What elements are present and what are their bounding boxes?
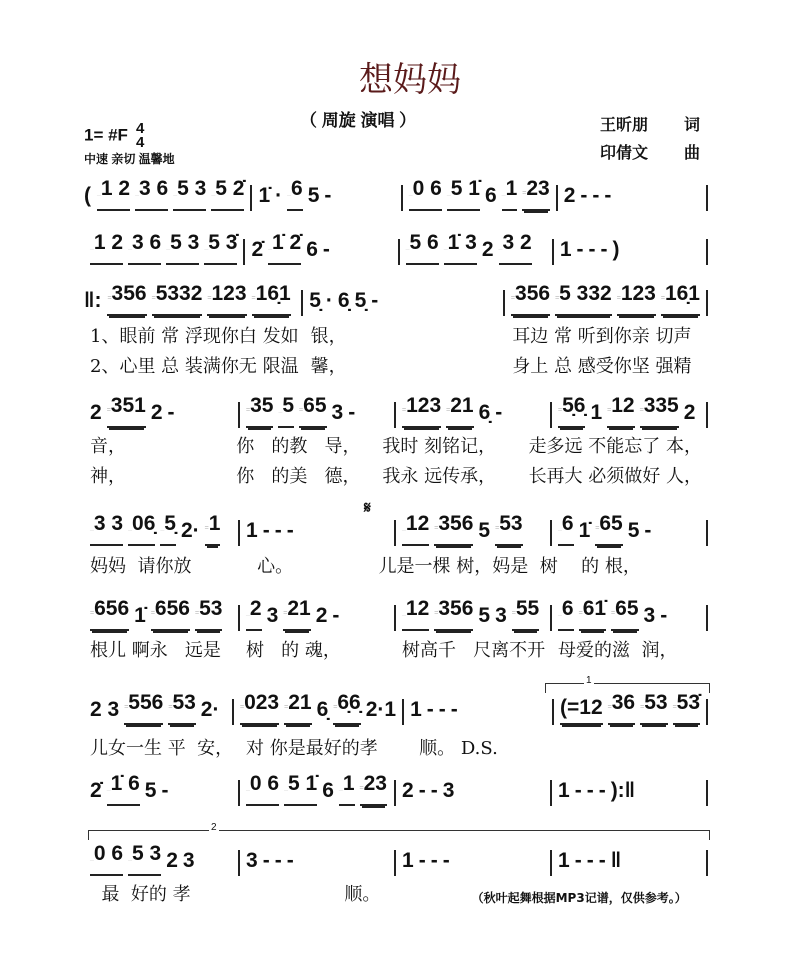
note-group: - bbox=[586, 779, 594, 802]
lyrics-line bbox=[84, 322, 708, 348]
measure bbox=[554, 691, 706, 725]
note-group: =5̣6̣ bbox=[558, 394, 585, 428]
measure bbox=[240, 518, 394, 546]
measure bbox=[552, 394, 706, 428]
note-group: _1 2 bbox=[90, 231, 123, 265]
note-group: 6 bbox=[484, 184, 497, 207]
note-group: =23 bbox=[360, 772, 387, 806]
barline bbox=[706, 605, 708, 631]
note-group: =35 bbox=[246, 394, 273, 428]
notation-row bbox=[84, 177, 708, 211]
note-group: _1̇ 6 bbox=[107, 772, 140, 806]
note-group: - bbox=[286, 849, 294, 872]
lyric-segment: 身上 总 感受你坚 强精 bbox=[512, 356, 692, 377]
lyric-segment: 你 的教 导， bbox=[236, 436, 361, 457]
composer-credit bbox=[600, 140, 701, 163]
note-group: - bbox=[576, 238, 584, 261]
barline bbox=[706, 239, 708, 265]
note-group: =23 bbox=[522, 177, 549, 211]
measure bbox=[403, 177, 556, 211]
note-group: - bbox=[161, 779, 169, 802]
row-lead-mark: ‖: bbox=[84, 289, 102, 312]
measure bbox=[552, 597, 706, 631]
note-group: 2̇ bbox=[90, 779, 102, 802]
measure bbox=[404, 697, 552, 725]
measure bbox=[240, 597, 394, 631]
measure bbox=[84, 512, 238, 546]
notation-row bbox=[84, 282, 708, 316]
note-group: 3 bbox=[266, 604, 279, 627]
measure bbox=[558, 183, 706, 211]
lyric-segment: 顺。 bbox=[344, 884, 381, 905]
lyric-segment: 我永 远传承， bbox=[382, 466, 497, 487]
note-group: 2 bbox=[481, 238, 494, 261]
note-group: _5 3 bbox=[173, 177, 206, 211]
note-group: =65 bbox=[595, 512, 622, 546]
note-group: _5 3 bbox=[166, 231, 199, 265]
note-group: 6̣ bbox=[316, 698, 329, 721]
note-group: - bbox=[418, 779, 426, 802]
note-group: - bbox=[600, 238, 608, 261]
note-group: - bbox=[418, 849, 426, 872]
note-group: 6̣ bbox=[478, 401, 491, 424]
note-group: 2̇ bbox=[251, 238, 264, 261]
measure bbox=[245, 231, 397, 265]
note-group: =656 bbox=[151, 597, 190, 631]
note-group: - bbox=[426, 698, 434, 721]
note-group: 6̣ bbox=[337, 289, 350, 312]
lyric-segment: 母爱的滋 润， bbox=[558, 640, 678, 661]
lyric-segment bbox=[211, 880, 338, 906]
note-group: - bbox=[438, 698, 446, 721]
note-group: _2 bbox=[246, 597, 262, 631]
notation-row bbox=[84, 394, 708, 428]
note-group: _5 6 bbox=[406, 231, 439, 265]
lyric-segment bbox=[552, 734, 708, 760]
tempo-marking: 中速 亲切 温馨地 bbox=[84, 152, 175, 166]
measure bbox=[396, 512, 550, 546]
note-group: 3 bbox=[442, 779, 455, 802]
note-group: =023 bbox=[240, 691, 279, 725]
note-group: (=12 bbox=[560, 696, 603, 725]
note-group: - bbox=[598, 849, 606, 872]
measure bbox=[303, 288, 503, 316]
measure bbox=[240, 848, 394, 876]
note-group: 1 bbox=[558, 779, 570, 802]
note-group: =65 bbox=[611, 597, 638, 631]
note-group: 3 bbox=[331, 401, 344, 424]
note-group: =53 bbox=[168, 691, 195, 725]
lyric-segment: 神， bbox=[90, 466, 126, 487]
note-group: 1 bbox=[590, 401, 603, 424]
barline bbox=[706, 185, 708, 211]
lyric-segment: 我时 刻铭记， bbox=[382, 436, 497, 457]
note-group: 3 bbox=[182, 849, 195, 872]
lyric-segment: 顺。 D.S. bbox=[402, 738, 498, 759]
note-group: _5 3 bbox=[128, 842, 161, 876]
lyric-segment: 妈妈 请你放 bbox=[90, 556, 192, 577]
measure bbox=[240, 394, 394, 428]
lyric-segment: 馨， bbox=[310, 356, 347, 377]
note-group: - bbox=[430, 849, 438, 872]
note-group: =55 bbox=[512, 597, 539, 631]
note-group: - bbox=[592, 184, 600, 207]
note-group: _3 6 bbox=[135, 177, 168, 211]
note-group: 6 bbox=[322, 779, 334, 802]
barline bbox=[706, 290, 708, 316]
note-group: 3 bbox=[495, 604, 507, 627]
note-group: - bbox=[430, 779, 438, 802]
note-group: _12 bbox=[402, 512, 429, 546]
note-group: - bbox=[274, 849, 282, 872]
note-group: _5̣ bbox=[160, 512, 176, 546]
measure bbox=[240, 772, 394, 806]
note-group: =53 bbox=[640, 691, 667, 725]
note-group: 2 bbox=[402, 779, 414, 802]
lyric-segment: 树 的 魂， bbox=[246, 640, 341, 661]
note-group: - bbox=[262, 849, 270, 872]
note-group: 2·1 bbox=[365, 698, 397, 721]
note-group: 2 bbox=[563, 184, 576, 207]
note-group: _6 bbox=[558, 597, 574, 631]
note-group: ):‖ bbox=[610, 779, 636, 802]
volta-1-label: 1 bbox=[586, 675, 592, 686]
lyric-segment: 树高千 尺离不开 bbox=[402, 640, 546, 661]
note-group: _1̇ 3 bbox=[444, 231, 477, 265]
lyrics-line bbox=[84, 552, 708, 578]
lyric-segment: 你 的美 德， bbox=[236, 466, 361, 487]
note-group: 2 bbox=[166, 849, 178, 872]
note-group: _3 6 bbox=[128, 231, 161, 265]
notation-row bbox=[84, 772, 708, 806]
measure bbox=[101, 282, 301, 316]
note-group: 1̇ bbox=[578, 519, 591, 542]
measure bbox=[84, 597, 238, 631]
note-group: 2· bbox=[200, 698, 220, 721]
note-group: - bbox=[332, 604, 340, 627]
notation-row bbox=[84, 597, 708, 631]
note-group: _0 6 bbox=[409, 177, 442, 211]
lyrics-line bbox=[84, 432, 708, 458]
note-group: =5 332 bbox=[555, 282, 612, 316]
note-group: 5 bbox=[307, 184, 320, 207]
lyrics-line bbox=[84, 352, 708, 378]
note-group: - bbox=[598, 779, 606, 802]
note-group: - bbox=[286, 519, 294, 542]
row-lead-mark: ( bbox=[84, 184, 91, 207]
measure bbox=[84, 842, 238, 876]
note-group: 1 bbox=[559, 238, 572, 261]
barline bbox=[706, 402, 708, 428]
lyric-segment: 耳边 常 听到你亲 切声 bbox=[512, 326, 692, 347]
note-group: 1 bbox=[558, 849, 570, 872]
note-group: - bbox=[371, 289, 379, 312]
note-group: 2 bbox=[90, 401, 102, 424]
measure bbox=[84, 231, 243, 265]
note-group: _5 2̇ bbox=[211, 177, 244, 211]
note-group: _12 bbox=[402, 597, 429, 631]
note-group: =21 bbox=[283, 597, 310, 631]
note-group: - bbox=[322, 238, 330, 261]
measure bbox=[554, 237, 706, 265]
volta-first-ending bbox=[545, 675, 710, 693]
lyric-segment: 心。 bbox=[234, 556, 294, 577]
lyricist-credit bbox=[600, 112, 701, 135]
note-group: 5̣ bbox=[309, 289, 321, 312]
note-group: 2 3 bbox=[90, 698, 120, 721]
song-title: 想妈妈 bbox=[359, 60, 461, 100]
note-group: 3 bbox=[246, 849, 258, 872]
lyrics-line bbox=[84, 636, 708, 662]
note-group: =53 bbox=[195, 597, 222, 631]
note-group: - bbox=[574, 849, 582, 872]
notation-row bbox=[84, 231, 708, 265]
measure bbox=[252, 177, 400, 211]
measure bbox=[552, 512, 706, 546]
note-group: 2 bbox=[150, 401, 163, 424]
note-group: =356 bbox=[107, 282, 146, 316]
lyric-segment: 根儿 啊永 远是 bbox=[90, 640, 221, 661]
key-label: 1= #F bbox=[84, 125, 128, 145]
note-group: ‖ bbox=[610, 849, 622, 872]
measure bbox=[84, 394, 238, 428]
note-group: - bbox=[167, 401, 175, 424]
note-group: _0 6 bbox=[90, 842, 123, 876]
lyric-segment: 1、眼前 常 浮现你白 发如 bbox=[90, 326, 299, 347]
note-group: - bbox=[586, 849, 594, 872]
measure bbox=[552, 848, 706, 876]
note-group: =6̣6̣ bbox=[333, 691, 360, 725]
note-group: =21 bbox=[284, 691, 311, 725]
note-group: 5 bbox=[627, 519, 640, 542]
barline bbox=[706, 699, 708, 725]
note-group: 2· bbox=[180, 519, 200, 542]
note-group: =16̣1 bbox=[661, 282, 700, 316]
note-group: - bbox=[262, 519, 270, 542]
lyrics-line bbox=[84, 880, 708, 906]
lyric-segment: 的 根， bbox=[569, 556, 641, 577]
measure bbox=[396, 778, 550, 806]
lyricist-name: 王昕朋 bbox=[600, 117, 649, 134]
note-group: _5 1̇ bbox=[447, 177, 480, 211]
note-group: =12 bbox=[607, 394, 634, 428]
note-group: _6 bbox=[558, 512, 574, 546]
lyrics-line bbox=[84, 734, 708, 760]
measure bbox=[91, 177, 250, 211]
note-group: _1 2 bbox=[97, 177, 130, 211]
lyric-segment: 走多远 不能忘了 本， bbox=[528, 436, 703, 457]
note-group: =36 bbox=[608, 691, 635, 725]
note-group: _6 bbox=[287, 177, 303, 211]
note-group: =351 bbox=[107, 394, 146, 428]
note-group: 5̣ bbox=[354, 289, 367, 312]
segno-sign: 𝄋 bbox=[364, 500, 371, 517]
note-group: _3 2 bbox=[499, 231, 532, 265]
time-signature bbox=[136, 122, 144, 150]
note-group: =5332 bbox=[152, 282, 203, 316]
note-group: _1 bbox=[339, 772, 355, 806]
note-group: =656 bbox=[90, 597, 129, 631]
note-group: - bbox=[644, 519, 652, 542]
note-group: 3 bbox=[643, 604, 656, 627]
barline bbox=[706, 850, 708, 876]
notation-row bbox=[84, 512, 708, 546]
notation-row bbox=[84, 842, 708, 876]
note-group: _5 1̇ bbox=[284, 772, 317, 806]
note-group: 1̇ bbox=[258, 184, 271, 207]
note-group: - bbox=[660, 604, 668, 627]
measure bbox=[505, 282, 706, 316]
note-group: 2 bbox=[683, 401, 696, 424]
note-group: 5 bbox=[478, 604, 491, 627]
lyricist-role: 词 bbox=[684, 117, 701, 134]
lyric-segment: 最 好的 孝 bbox=[90, 884, 191, 905]
note-group: =53̇ bbox=[673, 691, 700, 725]
volta-2-label: 2 bbox=[211, 822, 217, 833]
note-group: - bbox=[442, 849, 450, 872]
note-group: _06̣ bbox=[128, 512, 155, 546]
composer-role: 曲 bbox=[684, 145, 701, 162]
lyric-segment: 儿是一棵 树，妈是 树 bbox=[378, 556, 558, 577]
barline bbox=[706, 780, 708, 806]
note-group: - bbox=[495, 401, 503, 424]
note-group: =16̣1 bbox=[252, 282, 291, 316]
notation-row bbox=[84, 691, 708, 725]
note-group: _1̇ 2̇ bbox=[268, 231, 301, 265]
note-group: =21 bbox=[446, 394, 473, 428]
note-group: 1 bbox=[402, 849, 414, 872]
note-group: 2 bbox=[315, 604, 328, 627]
lyric-segment: 儿女一生 平 安， bbox=[90, 738, 234, 759]
note-group: · bbox=[325, 289, 333, 312]
note-group: 1 bbox=[410, 698, 422, 721]
note-group: _5 3̇ bbox=[204, 231, 237, 265]
note-group: - bbox=[574, 779, 582, 802]
note-group: 6 bbox=[306, 238, 318, 261]
note-group: =65 bbox=[299, 394, 326, 428]
lyric-segment: 音， bbox=[90, 436, 126, 457]
note-group: ) bbox=[612, 238, 620, 261]
note-group: - bbox=[324, 184, 332, 207]
note-group: =123 bbox=[402, 394, 441, 428]
measure bbox=[84, 772, 238, 806]
note-group: _1 bbox=[502, 177, 518, 211]
lyric-segment: 2、心里 总 装满你无 限温 bbox=[90, 356, 299, 377]
note-group: =53 bbox=[495, 512, 522, 546]
measure bbox=[84, 691, 232, 725]
volta-second-ending bbox=[88, 822, 710, 840]
note-group: · bbox=[275, 184, 283, 207]
time-bottom: 4 bbox=[135, 134, 145, 151]
note-group: - bbox=[348, 401, 356, 424]
note-group: - bbox=[588, 238, 596, 261]
note-group: =356 bbox=[511, 282, 550, 316]
barline bbox=[706, 520, 708, 546]
lyric-segment: 银， bbox=[310, 326, 347, 347]
lyric-segment: 对 你是最好的孝 bbox=[246, 738, 378, 759]
note-group: =335 bbox=[640, 394, 679, 428]
note-group: =123 bbox=[617, 282, 656, 316]
key-signature bbox=[84, 122, 144, 150]
note-group: =1 bbox=[205, 512, 221, 546]
note-group: =356 bbox=[434, 597, 473, 631]
measure bbox=[552, 778, 706, 806]
note-group: =356 bbox=[434, 512, 473, 546]
time-top: 4 bbox=[135, 120, 145, 137]
note-group: - bbox=[450, 698, 458, 721]
note-group: 5 bbox=[144, 779, 157, 802]
note-group: =61̇ bbox=[579, 597, 606, 631]
note-group: 1̇ bbox=[134, 604, 146, 627]
measure bbox=[396, 394, 550, 428]
note-group: - bbox=[580, 184, 588, 207]
measure bbox=[396, 848, 550, 876]
note-group: =556 bbox=[124, 691, 163, 725]
note-group: _0 6 bbox=[246, 772, 279, 806]
measure bbox=[234, 691, 402, 725]
lyric-segment: 长再大 必须做好 人， bbox=[528, 466, 703, 487]
note-group: 1 bbox=[246, 519, 258, 542]
lyric-segment: （秋叶起舞根据MP3记谱，仅供参考。） bbox=[471, 891, 687, 905]
note-group: _3 3 bbox=[90, 512, 123, 546]
lyrics-line bbox=[84, 462, 708, 488]
note-group: 5 bbox=[478, 519, 491, 542]
measure bbox=[400, 231, 552, 265]
measure bbox=[396, 597, 550, 631]
note-group: _5 bbox=[278, 394, 294, 428]
composer-name: 印倩文 bbox=[600, 145, 649, 162]
note-group: =123 bbox=[207, 282, 246, 316]
singer-credit: （ 周旋 演唱 ） bbox=[300, 111, 417, 130]
note-group: - bbox=[274, 519, 282, 542]
note-group: - bbox=[604, 184, 612, 207]
